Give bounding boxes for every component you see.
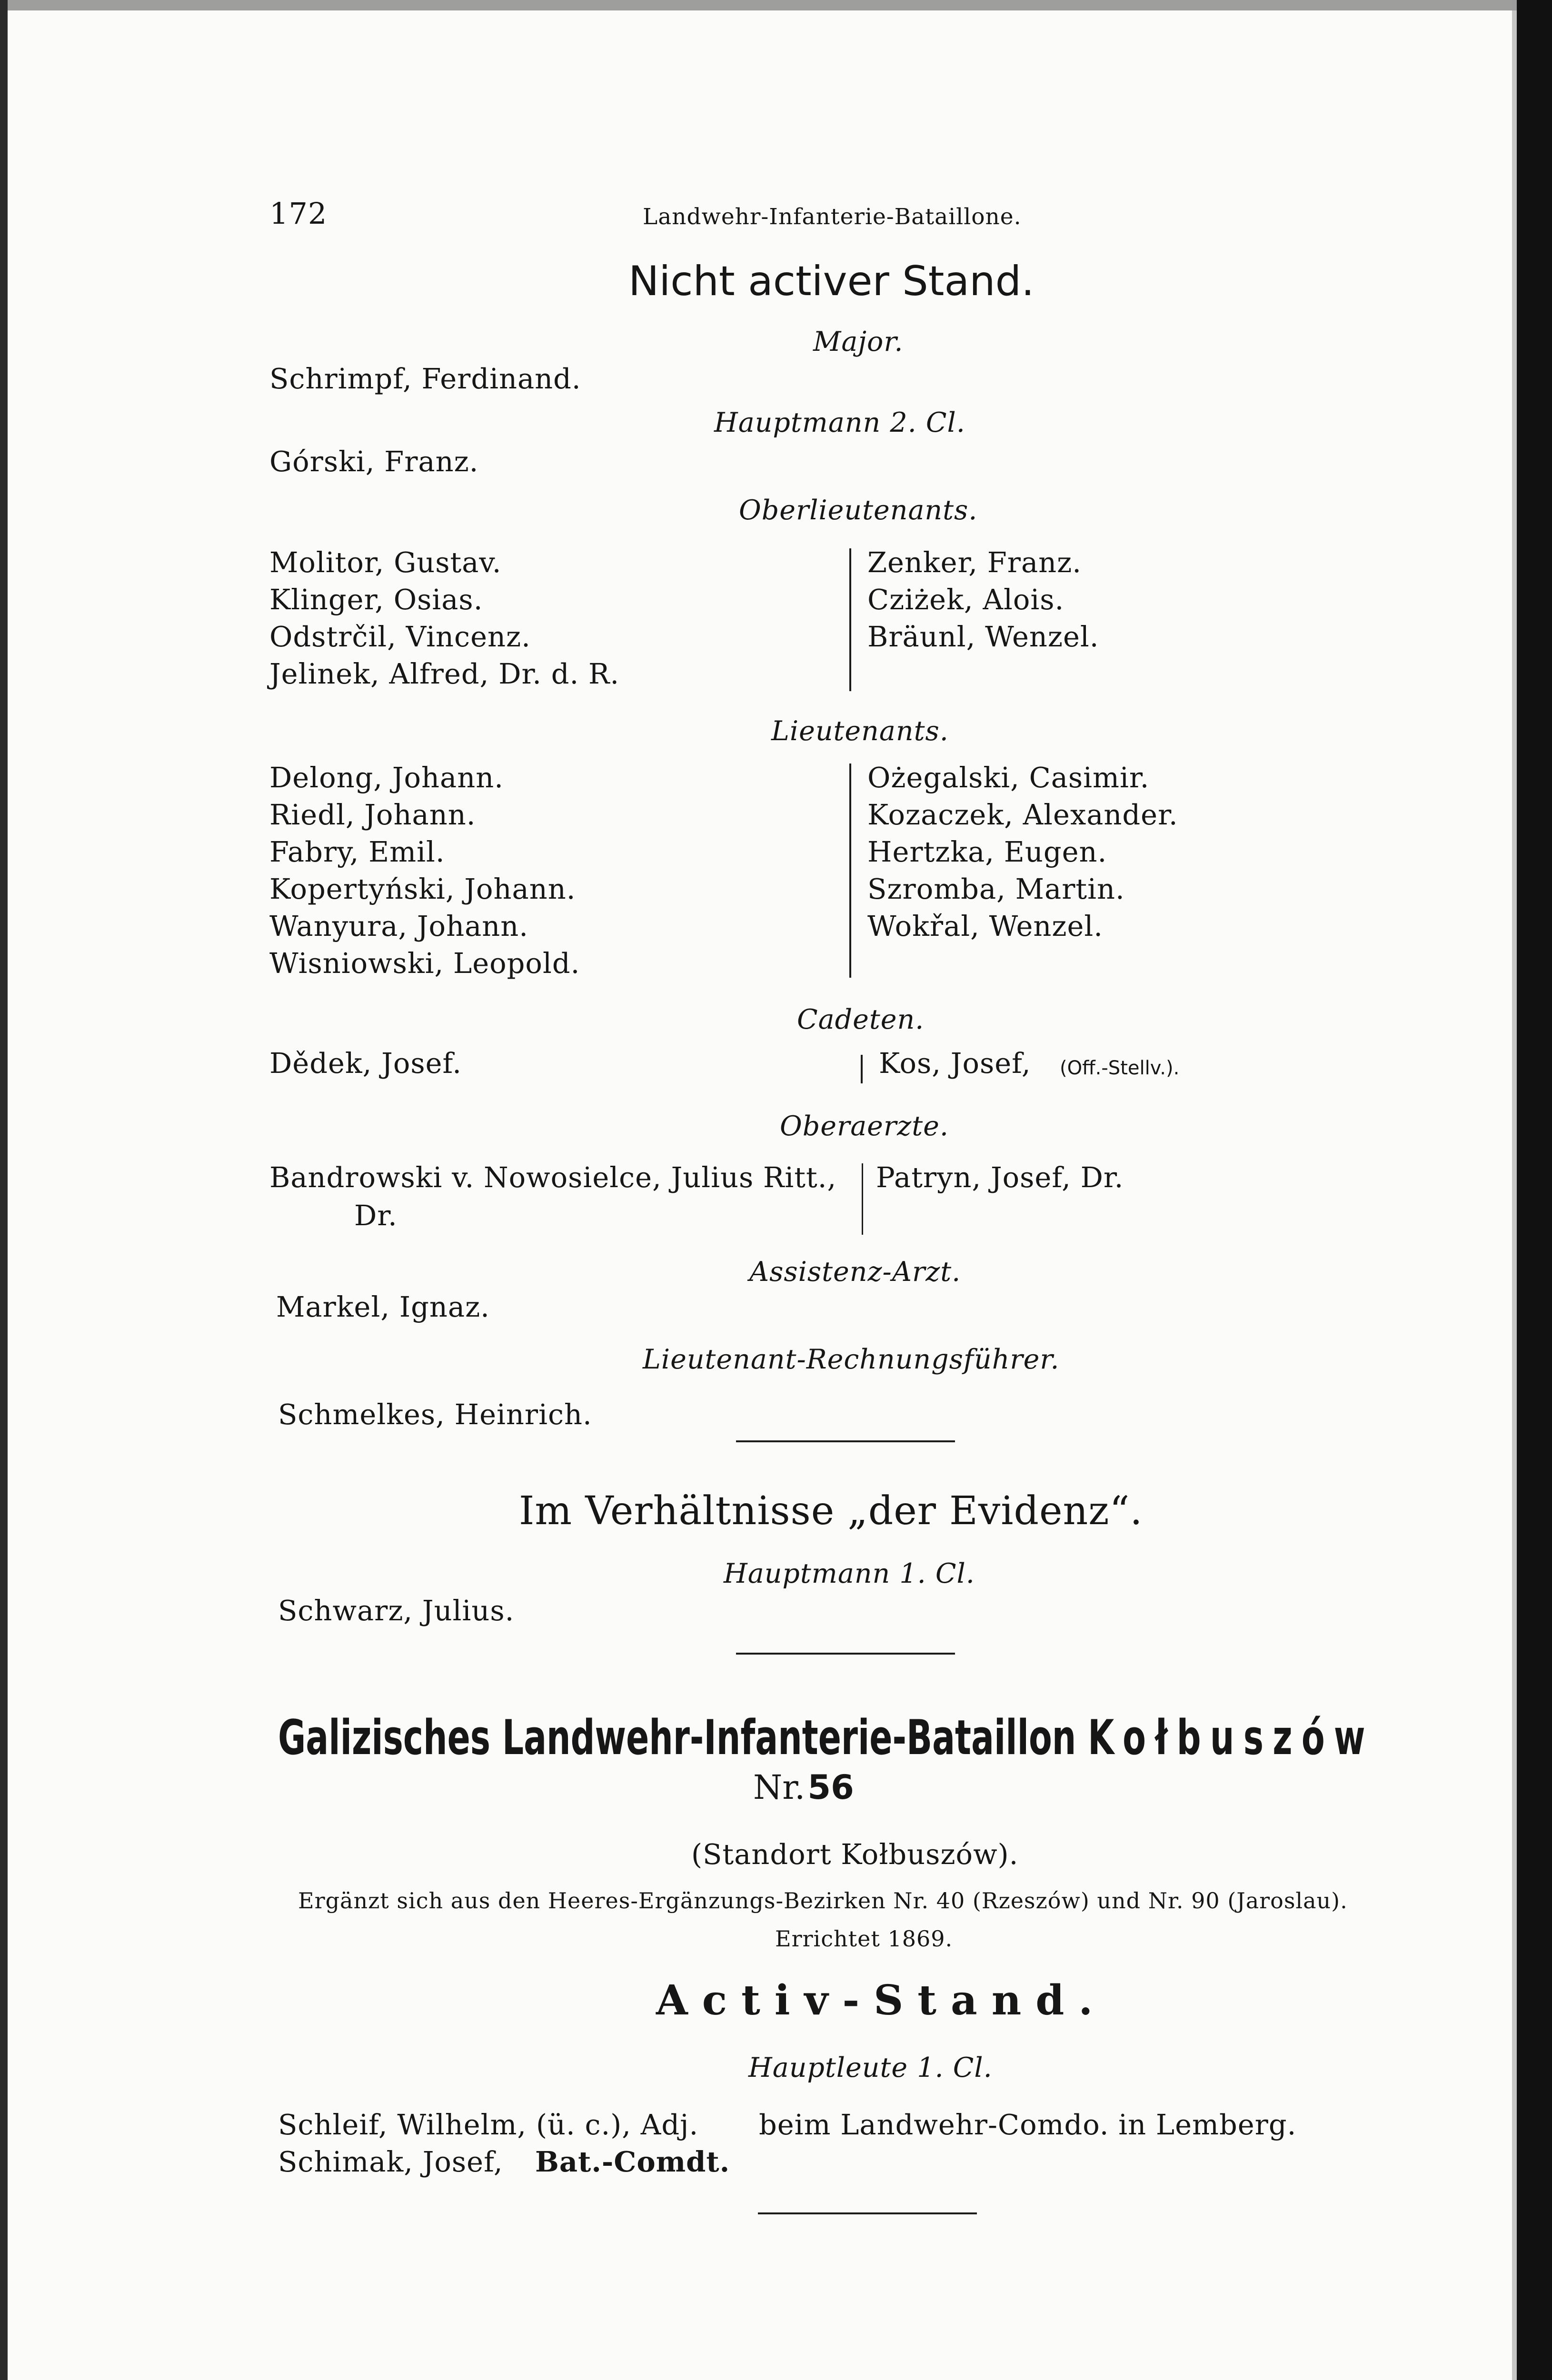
list-item: Wisniowski, Leopold. xyxy=(269,947,580,980)
rank-lieutenant-rechnungsfuehrer: Lieutenant-Rechnungsführer. xyxy=(643,1344,1060,1375)
name-oberarzt-left-cont: Dr. xyxy=(354,1199,398,1232)
rank-hauptmann-2: Hauptmann 2. Cl. xyxy=(714,407,965,438)
errichtet: Errichtet 1869. xyxy=(775,1926,953,1952)
name-hauptmann-2: Górski, Franz. xyxy=(269,445,479,478)
list-item: Molitor, Gustav. xyxy=(269,546,502,579)
list-item: Riedl, Johann. xyxy=(269,798,476,831)
name-assistenz-arzt: Markel, Ignaz. xyxy=(276,1290,490,1323)
name-rechnungsfuehrer: Schmelkes, Heinrich. xyxy=(278,1398,592,1431)
list-item: Zenker, Franz. xyxy=(867,546,1082,579)
list-item: Cziżek, Alois. xyxy=(867,583,1065,616)
running-title: Landwehr-Infanterie-Bataillone. xyxy=(643,204,1022,230)
column-divider xyxy=(849,548,851,691)
divider-rule xyxy=(758,2212,977,2214)
list-item: Bräunl, Wenzel. xyxy=(867,620,1099,653)
battalion-title-main: Galizisches Landwehr-Infanterie-Bataillon xyxy=(278,1709,1076,1766)
battalion-number xyxy=(753,1768,854,1807)
list-item: Ożegalski, Casimir. xyxy=(867,761,1150,794)
rank-hauptleute-1: Hauptleute 1. Cl. xyxy=(748,2052,993,2083)
rank-oberaerzte: Oberaerzte. xyxy=(780,1111,949,1142)
name-major: Schrimpf, Ferdinand. xyxy=(269,362,581,395)
section-heading-activ-stand: Activ-Stand. xyxy=(656,1976,1107,2024)
rank-major: Major. xyxy=(813,326,904,357)
list-item: Fabry, Emil. xyxy=(269,835,445,868)
name-hauptleute-0: Schleif, Wilhelm, (ü. c.), Adj. xyxy=(278,2108,699,2141)
list-item: Kopertyński, Johann. xyxy=(269,873,576,905)
list-item: Jelinek, Alfred, Dr. d. R. xyxy=(269,657,620,690)
rank-oberlieutenants: Oberlieutenants. xyxy=(739,495,978,526)
column-divider xyxy=(862,1163,863,1235)
ergaenzung: Ergänzt sich aus den Heeres-Ergänzungs-Bezirken Nr. 40 (Rzeszów) und Nr. 90 (Jaroslau). xyxy=(298,1888,1348,1914)
rank-lieutenants: Lieutenants. xyxy=(771,715,949,747)
battalion-number-value: 56 xyxy=(807,1768,854,1807)
battalion-title xyxy=(278,1709,1374,1766)
divider-rule xyxy=(736,1440,955,1442)
list-item: Wanyura, Johann. xyxy=(269,910,529,942)
scan-edge-right-shadow xyxy=(1512,0,1517,2380)
section-heading-evidenz: Im Verhältnisse „der Evidenz“. xyxy=(519,1488,1143,1534)
divider-rule xyxy=(736,1653,955,1655)
scan-edge-left xyxy=(0,0,8,2380)
rank-hauptmann-1: Hauptmann 1. Cl. xyxy=(724,1558,975,1589)
name-cadet-left: Dědek, Josef. xyxy=(269,1047,462,1080)
name-cadet-right: Kos, Josef, xyxy=(879,1047,1031,1080)
battalion-number-prefix: Nr. xyxy=(753,1768,806,1807)
name-hauptleute-1: Schimak, Josef, xyxy=(278,2145,503,2178)
note-hauptleute-0: beim Landwehr-Comdo. in Lemberg. xyxy=(759,2108,1297,2141)
scan-edge-top xyxy=(0,0,1552,10)
list-item: Szromba, Martin. xyxy=(867,873,1125,905)
list-item: Odstrčil, Vincenz. xyxy=(269,620,531,653)
rank-assistenz-arzt: Assistenz-Arzt. xyxy=(749,1256,961,1288)
list-item: Kozaczek, Alexander. xyxy=(867,798,1178,831)
scan-edge-right xyxy=(1517,0,1552,2380)
list-item: Klinger, Osias. xyxy=(269,583,483,616)
list-item: Hertzka, Eugen. xyxy=(867,835,1107,868)
section-heading-nicht-activer-stand: Nicht activer Stand. xyxy=(628,258,1035,305)
rank-cadeten: Cadeten. xyxy=(797,1004,925,1035)
list-item: Wokřal, Wenzel. xyxy=(867,910,1104,942)
battalion-title-place: Kołbuszów xyxy=(1088,1709,1374,1766)
standort: (Standort Kołbuszów). xyxy=(691,1838,1019,1871)
name-oberarzt-left: Bandrowski v. Nowosielce, Julius Ritt., xyxy=(269,1161,837,1194)
name-hauptmann-1: Schwarz, Julius. xyxy=(278,1594,515,1627)
cadet-right-note: (Off.-Stellv.). xyxy=(1060,1057,1180,1079)
list-item: Delong, Johann. xyxy=(269,761,504,794)
note-hauptleute-1: Bat.-Comdt. xyxy=(535,2145,730,2178)
name-oberarzt-right: Patryn, Josef, Dr. xyxy=(876,1161,1124,1194)
page-number: 172 xyxy=(269,196,328,231)
column-divider xyxy=(861,1055,863,1083)
column-divider xyxy=(849,764,851,978)
